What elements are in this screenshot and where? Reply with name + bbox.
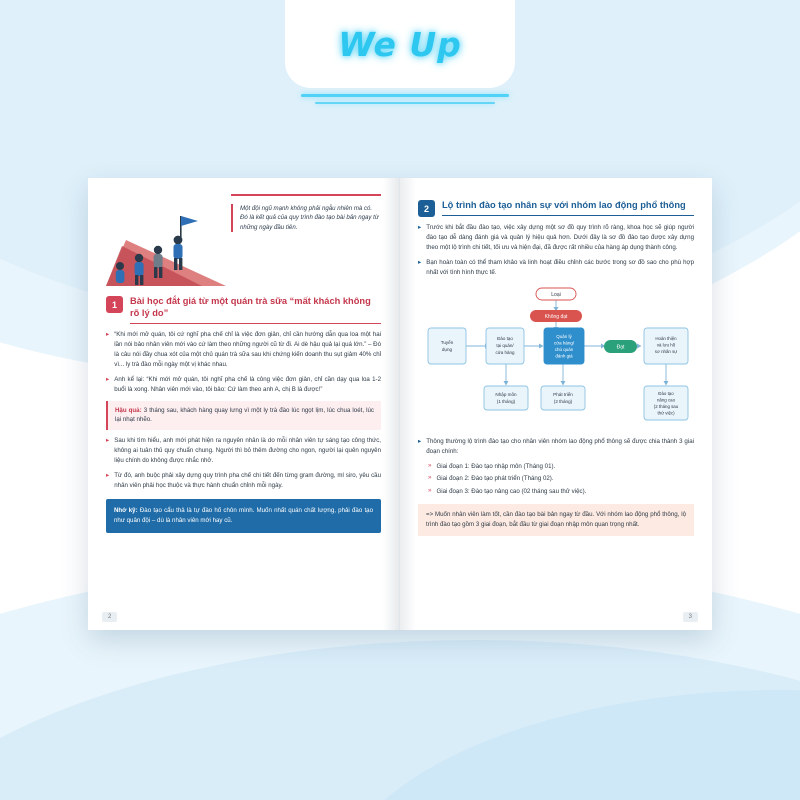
list-item [418,258,694,278]
bullet-arrow-icon: ▸ [106,375,110,383]
svg-text:dụng: dụng [441,346,453,352]
bullet-arrow-icon: ▸ [106,472,110,480]
bullet-chevron-icon: » [428,486,432,494]
svg-text:chủ quán: chủ quán [554,346,574,352]
section-title: Lộ trình đào tạo nhân sự với nhóm lao động phổ thông [442,200,694,216]
list-item-text: Trước khi bắt đầu đào tạo, việc xây dựng một sơ đồ quy trình rõ ràng, khoa học sẽ giúp người đào tạo dễ dàng đánh giá và quản lý hiệu quả hơn. Dưới đây là sơ đồ đào tạo được xây dựng theo một lộ trình chi tiết, tối ưu và hiện đại, đã được rất nhiều của hàng áp dụng thành công. [426,224,694,251]
svg-text:và lưu hồ: và lưu hồ [656,342,676,348]
list-item [106,375,381,395]
list-item-text: Anh kể lại: “Khi mới mở quán, tôi nghĩ pha chế là công việc đơn giản, chỉ cần dạy qua loa 1-2 buổi là xong. Nhân viên mới vào, tôi bảo: Cứ làm theo anh A, chị B là được!” [114,375,381,393]
remember-note [106,499,381,533]
list-item [428,474,694,484]
svg-text:Loại: Loại [551,291,561,298]
bullet-arrow-icon: ▸ [106,330,110,338]
svg-text:Nhập môn: Nhập môn [495,391,517,397]
svg-text:sơ nhân sự: sơ nhân sự [654,348,678,354]
svg-text:thử việc): thử việc) [657,410,675,416]
svg-text:Phát triển: Phát triển [553,391,573,397]
logo-underline-secondary-icon [315,102,495,104]
hero-quote: Một đội ngũ mạnh không phải ngẫu nhiên mà có. Đó là kết quả của quy trình đào tạo bài bản ngay từ những ngày đầu tiên. [231,204,381,232]
hero-quote-rule [231,194,381,196]
summary-callout: => Muốn nhân viên làm tốt, cần đào tạo bài bản ngay từ đầu. Với nhóm lao động phổ thông, lộ trình đào tạo gồm 3 giai đoạn, bắt đầu từ giai đoạn nhập môn quan trọng nhất. [418,504,694,536]
section-header-left [106,296,381,324]
list-item [418,223,694,253]
remember-text: Đào tạo cẩu thả là tự đào hố chôn mình. Muốn nhất quán chất lượng, phải đào tạo như quân đội – dù là nhân viên mới hay cũ. [114,507,373,525]
list-item [428,487,694,497]
bullet-chevron-icon: » [428,474,432,482]
brand-logo [285,0,515,88]
list-item-text: Thông thường lộ trình đào tạo cho nhân viên nhóm lao động phổ thông sẽ được chia thành 3 giai đoạn chính: [426,437,694,455]
remember-label: Nhớ kỹ: [114,507,138,515]
bullet-arrow-icon: ▸ [106,437,110,445]
bullet-chevron-icon: » [428,461,432,469]
svg-text:cửa hàng: cửa hàng [495,349,515,355]
svg-text:Tuyển: Tuyển [440,339,454,345]
bullet-arrow-icon: ▸ [418,437,422,445]
list-item-text: Sau khi tìm hiểu, anh mới phát hiện ra nguyên nhân là do mỗi nhân viên tự sáng tạo công thức, không ai tuân thủ quy chuẩn chung. Người thì bỏ thêm đường cho ngon, người lại quên nguyên liệu chính do không được nhắc nhở. [114,437,381,465]
flow-diagram-canvas [418,284,694,432]
svg-text:Đào tạo: Đào tạo [658,390,674,396]
list-item [418,437,694,457]
list-item-text: Bạn hoàn toàn có thể tham khảo và linh hoạt điều chỉnh các bước trong sơ đồ sao cho phù hợp nhất với tình hình thực tế. [426,258,694,276]
list-item-text: Từ đó, anh buộc phải xây dựng quy trình pha chế chi tiết đến từng gram đường, ml siro, yêu cầu nhân viên phải học thuộc và thực hành chuẩn chỉnh mỗi ngày. [114,472,381,490]
section-title: Bài học đắt giá từ một quán trà sữa “mất khách không rõ lý do” [130,296,381,324]
consequence-note [106,401,381,431]
list-item [106,436,381,466]
consequence-text: 3 tháng sau, khách hàng quay lưng vì một ly trà đào lúc ngọt lịm, lúc chua loét, lúc lại nhạt nhẽo. [115,406,374,424]
bullet-arrow-icon: ▸ [418,224,422,231]
hero-area [106,194,381,290]
book-page-left [88,178,400,630]
brand-logo-text: We Up [338,24,462,64]
list-item-text: “Khi mới mở quán, tôi cứ nghĩ pha chế chỉ là việc đơn giản, chỉ cần hướng dẫn qua loa một hai lần nói bảo nhân viên mới vào cứ làm theo những người cũ từ đi. Ai dè hậu quả lại quá lớn.” – Đó là câu nói đầy chua xót của một chủ quán trà sữa sau khi chứng kiến doanh thu sụt giảm 40% chỉ vì... ly trà đào mỗi ngày một vị khác nhau. [114,330,381,368]
svg-text:Đào tạo: Đào tạo [497,335,513,341]
list-item [106,471,381,491]
book-page-right [400,178,712,630]
consequence-label: Hậu quả: [115,406,142,414]
training-flow-diagram [418,284,694,432]
list-item-text: Giai đoạn 2: Đào tạo phát triển (Tháng 02). [436,475,554,483]
section-number-badge: 1 [106,296,123,313]
bullet-arrow-icon: ▸ [418,258,422,266]
svg-text:Đạt: Đạt [616,344,625,351]
team-climbing-illustration-icon [106,200,234,288]
list-item [428,462,694,472]
list-item [106,330,381,370]
svg-text:Quản lý: Quản lý [556,333,572,339]
list-item-text: Giai đoạn 3: Đào tạo nâng cao (02 tháng sau thử việc). [436,487,587,495]
svg-text:(2 tháng sau: (2 tháng sau [653,403,679,409]
logo-underline-icon [301,94,509,97]
open-book [88,178,712,630]
svg-text:(1 tháng): (1 tháng) [496,398,516,404]
list-item-text: Giai đoạn 1: Đào tạo nhập môn (Tháng 01). [436,462,556,470]
svg-text:nâng cao: nâng cao [656,397,676,403]
svg-text:Hoàn thiện: Hoàn thiện [655,335,677,341]
page-number-right: 3 [683,612,698,622]
svg-text:tại quán/: tại quán/ [496,342,514,348]
stage-list [428,462,694,497]
svg-text:Không đạt: Không đạt [544,313,568,320]
section-number-badge: 2 [418,200,435,217]
svg-text:đánh giá: đánh giá [555,353,573,359]
section-header-right [418,200,694,217]
svg-text:cửa hàng/: cửa hàng/ [553,340,575,346]
svg-text:(2 tháng): (2 tháng) [553,398,573,404]
page-number-left: 2 [102,612,117,622]
